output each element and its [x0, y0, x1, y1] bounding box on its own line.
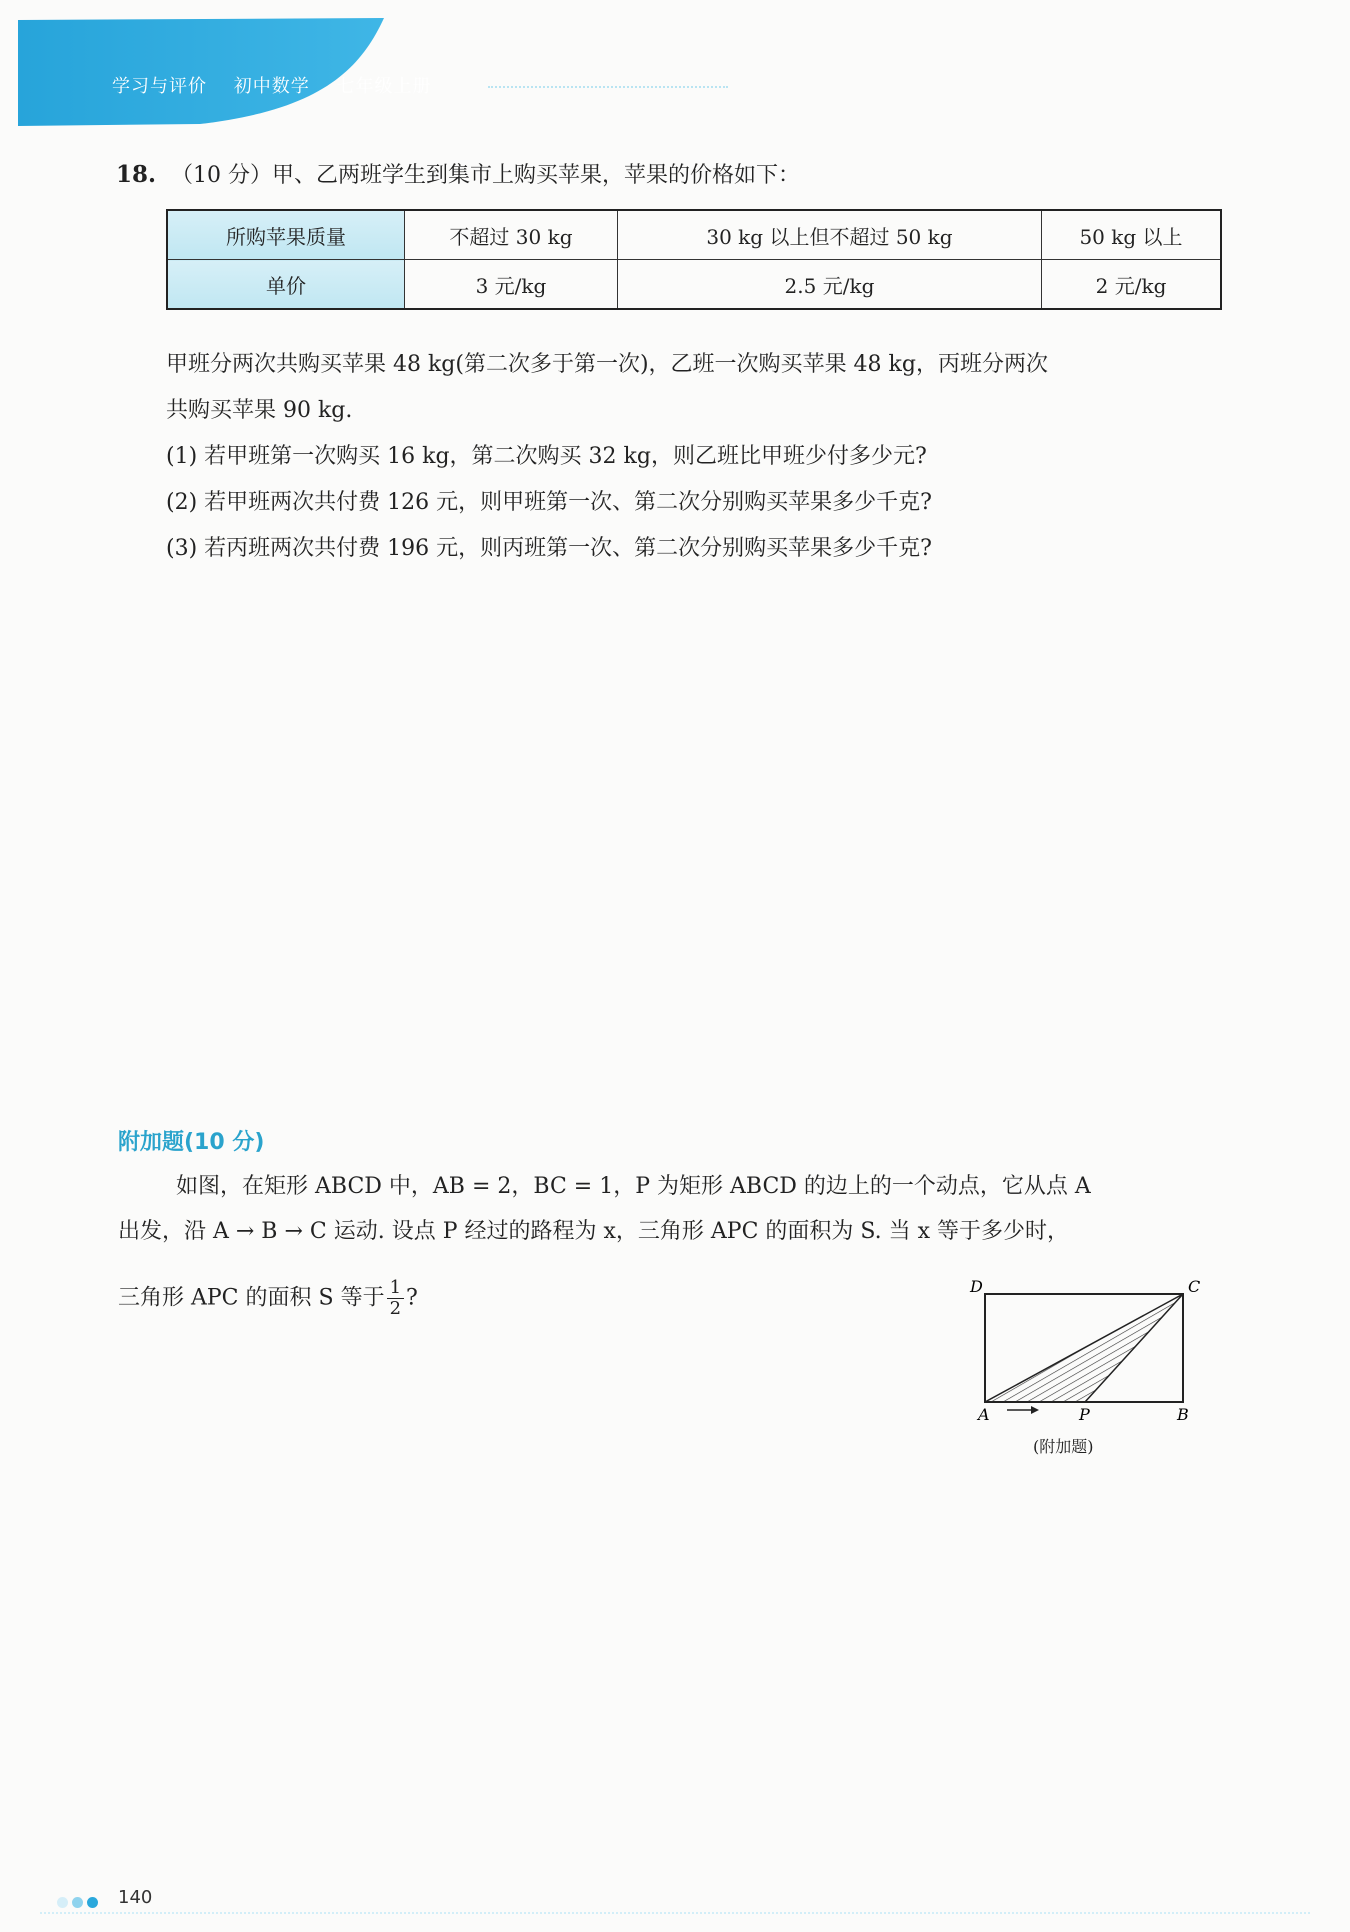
- extra-question-title: 附加题(10 分): [118, 1130, 265, 1155]
- header-series: 学习与评价: [112, 76, 207, 97]
- sub-question-2: (2) 若甲班两次共付费 126 元，则甲班第一次、第二次分别购买苹果多少千克?: [166, 490, 932, 515]
- fraction-denominator: 2: [389, 1298, 402, 1319]
- price-table: [166, 209, 1222, 310]
- table-header-cell: 单价: [167, 260, 405, 310]
- rectangle-figure: [955, 1270, 1215, 1434]
- table-row: [167, 210, 1221, 260]
- dot-icon: [87, 1897, 98, 1908]
- question-paragraph-line1: 甲班分两次共购买苹果 48 kg(第二次多于第一次)，乙班一次购买苹果 48 kg，丙班分两次: [166, 352, 1048, 377]
- label-c: C: [1188, 1277, 1201, 1296]
- label-p: P: [1079, 1405, 1090, 1424]
- triangle-apc: [985, 1294, 1183, 1402]
- arrow-icon: [1031, 1406, 1039, 1414]
- table-cell: 2 元/kg: [1042, 260, 1221, 310]
- extra-question-line1: 如图，在矩形 ABCD 中，AB = 2，BC = 1，P 为矩形 ABCD 的边上的一个动点，它从点 A: [176, 1174, 1091, 1199]
- footer-dotted-line: [40, 1912, 1310, 1914]
- page-number: 140: [118, 1887, 153, 1908]
- extra-line3-end: ?: [406, 1285, 418, 1311]
- sub-question-1: (1) 若甲班第一次购买 16 kg，第二次购买 32 kg，则乙班比甲班少付多少元?: [166, 444, 927, 469]
- extra-question-line3: [118, 1278, 418, 1319]
- table-cell: 不超过 30 kg: [405, 210, 618, 260]
- table-cell: 50 kg 以上: [1042, 210, 1221, 260]
- fraction-numerator: 1: [387, 1278, 404, 1299]
- table-header-cell: 所购苹果质量: [167, 210, 405, 260]
- dot-icon: [57, 1897, 68, 1908]
- rectangle-abcd-diagram: [955, 1270, 1215, 1430]
- question-intro: （10 分）甲、乙两班学生到集市上购买苹果，苹果的价格如下：: [171, 163, 801, 188]
- header-band: [0, 0, 1350, 140]
- question-paragraph-line2: 共购买苹果 90 kg.: [166, 398, 353, 423]
- figure-caption: (附加题): [1033, 1437, 1094, 1456]
- label-d: D: [970, 1277, 983, 1296]
- header-subject: 初中数学: [233, 76, 310, 97]
- question-18-title: [116, 160, 800, 191]
- dot-icon: [72, 1897, 83, 1908]
- table-cell: 3 元/kg: [405, 260, 618, 310]
- label-a: A: [978, 1405, 990, 1424]
- sub-question-3: (3) 若丙班两次共付费 196 元，则丙班第一次、第二次分别购买苹果多少千克?: [166, 536, 932, 561]
- page-dots: [57, 1893, 102, 1912]
- header-grade: 七年级上册: [336, 76, 432, 97]
- header-dotted-line: [488, 86, 728, 88]
- question-number: 18.: [116, 161, 157, 188]
- table-cell: 30 kg 以上但不超过 50 kg: [617, 210, 1041, 260]
- label-b: B: [1177, 1405, 1189, 1424]
- book-header: [112, 72, 451, 98]
- table-cell: 2.5 元/kg: [617, 260, 1041, 310]
- table-row: [167, 260, 1221, 310]
- fraction-one-half: [387, 1278, 404, 1319]
- extra-line3-text: 三角形 APC 的面积 S 等于: [118, 1285, 385, 1311]
- header-band-shape: [0, 0, 1350, 140]
- extra-question-line2: 出发，沿 A → B → C 运动. 设点 P 经过的路程为 x，三角形 APC 的面积为 S. 当 x 等于多少时，: [118, 1219, 1070, 1244]
